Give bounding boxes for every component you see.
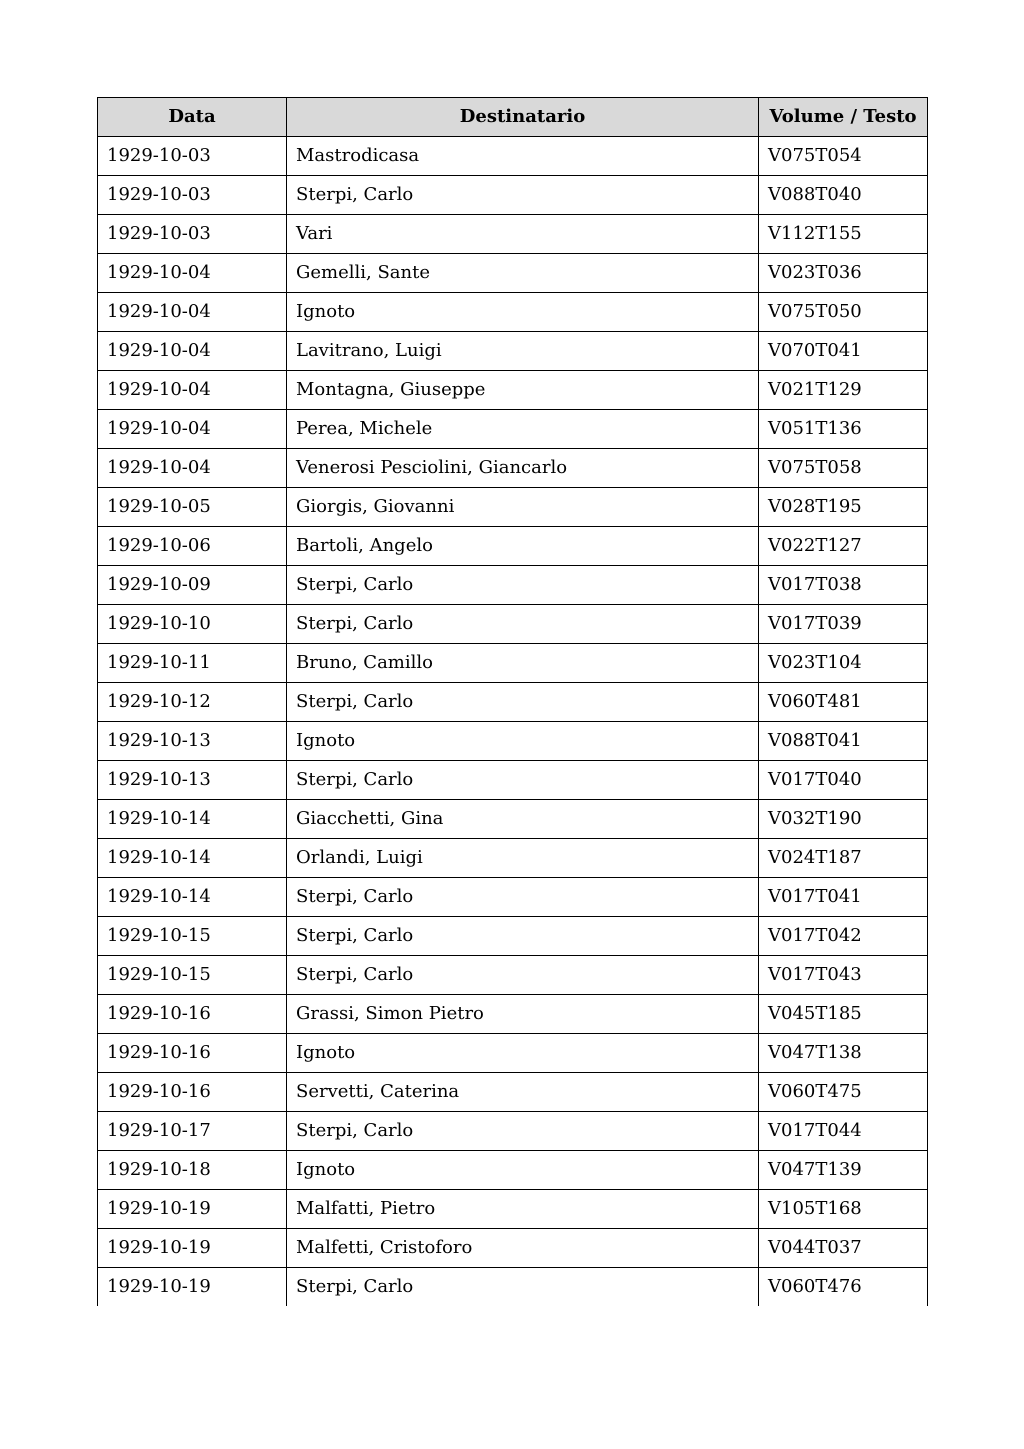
cell-date: 1929-10-04 [98,410,287,449]
cell-recipient: Giacchetti, Gina [287,800,759,839]
cell-volume-text: V075T054 [759,137,928,176]
cell-volume-text: V023T036 [759,254,928,293]
cell-volume-text: V047T139 [759,1151,928,1190]
cell-date: 1929-10-04 [98,371,287,410]
cell-volume-text: V047T138 [759,1034,928,1073]
cell-date: 1929-10-19 [98,1268,287,1307]
table-row [98,605,928,644]
cell-recipient: Ignoto [287,722,759,761]
header-row [98,98,928,137]
cell-recipient: Mastrodicasa [287,137,759,176]
cell-recipient: Montagna, Giuseppe [287,371,759,410]
cell-date: 1929-10-14 [98,800,287,839]
cell-recipient: Giorgis, Giovanni [287,488,759,527]
cell-date: 1929-10-15 [98,956,287,995]
cell-date: 1929-10-10 [98,605,287,644]
table-row [98,332,928,371]
table-row [98,878,928,917]
cell-recipient: Grassi, Simon Pietro [287,995,759,1034]
table-row [98,137,928,176]
table-row [98,722,928,761]
table-row [98,1073,928,1112]
cell-recipient: Sterpi, Carlo [287,1112,759,1151]
header-recipient: Destinatario [287,98,759,137]
table-row [98,215,928,254]
cell-date: 1929-10-16 [98,995,287,1034]
header-date: Data [98,98,287,137]
cell-recipient: Perea, Michele [287,410,759,449]
cell-date: 1929-10-16 [98,1034,287,1073]
cell-recipient: Sterpi, Carlo [287,605,759,644]
cell-volume-text: V051T136 [759,410,928,449]
cell-volume-text: V070T041 [759,332,928,371]
cell-recipient: Ignoto [287,1034,759,1073]
cell-date: 1929-10-15 [98,917,287,956]
cell-volume-text: V017T041 [759,878,928,917]
cell-volume-text: V088T040 [759,176,928,215]
cell-volume-text: V017T044 [759,1112,928,1151]
cell-date: 1929-10-19 [98,1229,287,1268]
table-row [98,449,928,488]
cell-volume-text: V088T041 [759,722,928,761]
table-row [98,644,928,683]
cell-date: 1929-10-16 [98,1073,287,1112]
cell-date: 1929-10-03 [98,176,287,215]
cell-volume-text: V105T168 [759,1190,928,1229]
cell-recipient: Malfatti, Pietro [287,1190,759,1229]
cell-recipient: Sterpi, Carlo [287,566,759,605]
cell-date: 1929-10-05 [98,488,287,527]
cell-date: 1929-10-13 [98,761,287,800]
table-row [98,995,928,1034]
table-row [98,293,928,332]
cell-volume-text: V060T476 [759,1268,928,1307]
table-row [98,254,928,293]
cell-recipient: Servetti, Caterina [287,1073,759,1112]
table-row [98,1229,928,1268]
cell-recipient: Sterpi, Carlo [287,956,759,995]
table-row [98,1112,928,1151]
cell-recipient: Bruno, Camillo [287,644,759,683]
cell-recipient: Malfetti, Cristoforo [287,1229,759,1268]
cell-date: 1929-10-06 [98,527,287,566]
table-row [98,917,928,956]
table-row [98,566,928,605]
cell-recipient: Gemelli, Sante [287,254,759,293]
table-body [98,137,928,1307]
cell-date: 1929-10-04 [98,332,287,371]
cell-recipient: Lavitrano, Luigi [287,332,759,371]
cell-date: 1929-10-18 [98,1151,287,1190]
cell-volume-text: V075T050 [759,293,928,332]
cell-volume-text: V017T038 [759,566,928,605]
cell-volume-text: V028T195 [759,488,928,527]
cell-date: 1929-10-04 [98,293,287,332]
cell-recipient: Sterpi, Carlo [287,761,759,800]
table-row [98,956,928,995]
cell-date: 1929-10-11 [98,644,287,683]
cell-recipient: Sterpi, Carlo [287,917,759,956]
cell-volume-text: V045T185 [759,995,928,1034]
cell-date: 1929-10-09 [98,566,287,605]
header-volume-text: Volume / Testo [759,98,928,137]
cell-volume-text: V017T040 [759,761,928,800]
cell-volume-text: V060T481 [759,683,928,722]
table-row [98,1190,928,1229]
cell-volume-text: V032T190 [759,800,928,839]
cell-date: 1929-10-13 [98,722,287,761]
cell-volume-text: V017T039 [759,605,928,644]
letters-table-container [97,97,927,1306]
cell-date: 1929-10-03 [98,215,287,254]
cell-recipient: Sterpi, Carlo [287,176,759,215]
cell-recipient: Ignoto [287,1151,759,1190]
cell-date: 1929-10-04 [98,449,287,488]
cell-recipient: Bartoli, Angelo [287,527,759,566]
cell-volume-text: V021T129 [759,371,928,410]
cell-date: 1929-10-12 [98,683,287,722]
cell-recipient: Orlandi, Luigi [287,839,759,878]
cell-volume-text: V044T037 [759,1229,928,1268]
table-row [98,371,928,410]
table-row [98,488,928,527]
cell-recipient: Vari [287,215,759,254]
cell-recipient: Sterpi, Carlo [287,683,759,722]
cell-recipient: Sterpi, Carlo [287,878,759,917]
letters-table [97,97,928,1306]
table-row [98,800,928,839]
cell-volume-text: V017T042 [759,917,928,956]
cell-recipient: Venerosi Pesciolini, Giancarlo [287,449,759,488]
cell-volume-text: V017T043 [759,956,928,995]
cell-date: 1929-10-14 [98,878,287,917]
cell-date: 1929-10-04 [98,254,287,293]
cell-volume-text: V022T127 [759,527,928,566]
table-row [98,1268,928,1307]
cell-volume-text: V024T187 [759,839,928,878]
table-row [98,839,928,878]
cell-date: 1929-10-17 [98,1112,287,1151]
table-row [98,176,928,215]
table-row [98,1034,928,1073]
cell-date: 1929-10-19 [98,1190,287,1229]
cell-volume-text: V023T104 [759,644,928,683]
cell-volume-text: V112T155 [759,215,928,254]
cell-volume-text: V075T058 [759,449,928,488]
cell-date: 1929-10-03 [98,137,287,176]
table-row [98,761,928,800]
table-row [98,683,928,722]
table-row [98,1151,928,1190]
table-header [98,98,928,137]
cell-recipient: Ignoto [287,293,759,332]
cell-recipient: Sterpi, Carlo [287,1268,759,1307]
table-row [98,527,928,566]
table-row [98,410,928,449]
cell-volume-text: V060T475 [759,1073,928,1112]
cell-date: 1929-10-14 [98,839,287,878]
